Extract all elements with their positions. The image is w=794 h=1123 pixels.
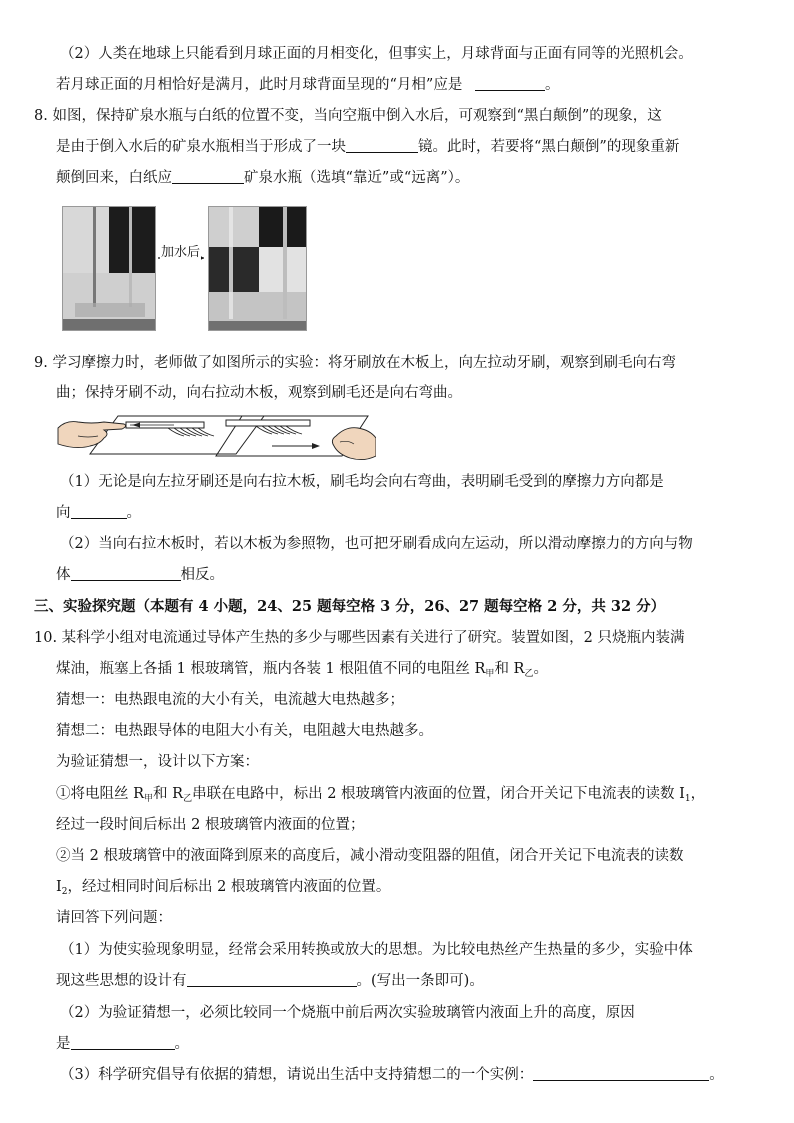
q10-part2-line1: （2）为验证猜想一，必须比较同一个烧瓶中前后两次实验玻璃管内液面上升的高度，原因 [60, 1005, 635, 1021]
q7-part2-line2: 若月球正面的月相恰好是满月，此时月球背面呈现的“月相”应是 。 [56, 77, 560, 93]
q9-line2: 曲；保持牙刷不动，向右拉动木板，观察到刷毛还是向右弯曲。 [56, 385, 462, 401]
answer-blank-relative-motion[interactable] [71, 565, 181, 581]
q9-part2-line1: （2）当向右拉木板时，若以木板为参照物，也可把牙刷看成向左运动，所以滑动摩擦力的方向与物 [60, 536, 693, 552]
answer-blank-moon-phase[interactable] [475, 75, 545, 91]
q10-step2-line2: $I_2$，经过相同时间后标出 2 根玻璃管内液面的位置。 [56, 879, 391, 897]
bottle-before-image [63, 207, 155, 330]
answer-blank-real-life-example[interactable] [533, 1065, 709, 1081]
q10-line2: 煤油，瓶塞上各插 1 根玻璃管，瓶内各装 1 根阻值不同的电阻丝 $R_甲$和 $R_乙$。 [56, 661, 548, 679]
q10-part3-line: （3）科学研究倡导有依据的猜想，请说出生活中支持猜想二的一个实例： 。 [60, 1067, 724, 1083]
q8-line3: 颠倒回来，白纸应 矿泉水瓶（选填“靠近”或“远离”）。 [56, 170, 470, 186]
q10-answer-prompt: 请回答下列问题： [56, 910, 172, 926]
q10-step2-line1: ②当 2 根玻璃管中的液面降到原来的高度后，减小滑动变阻器的阻值，闭合开关记下电流表的读数 [56, 848, 684, 864]
q10-part1-line2: 现这些思想的设计有 。(写出一条即可)。 [56, 973, 484, 989]
q9-part2-line2: 体 相反。 [56, 567, 224, 583]
q10-verify-intro: 为验证猜想一，设计以下方案： [56, 754, 259, 770]
answer-blank-amplification-design[interactable] [187, 971, 357, 987]
bottle-photo-after [208, 206, 307, 331]
q10-step1-line1: ①将电阻丝 $R_甲$和 $R_乙$串联在电路中，标出 2 根玻璃管内液面的位置，闭合开关记下电流表的读数 $I_1$， [56, 786, 706, 804]
q10-part2-line2: 是 。 [56, 1036, 189, 1052]
answer-blank-friction-direction[interactable] [71, 503, 127, 519]
q10-line1: 10. 某科学小组对电流通过导体产生热的多少与哪些因素有关进行了研究。装置如图，2 只烧瓶内装满 [34, 630, 685, 646]
q10-guess2: 猜想二：电热跟导体的电阻大小有关，电阻越大电热越多。 [56, 723, 433, 739]
q10-part1-line1: （1）为使实验现象明显，经常会采用转换或放大的思想。为比较电热丝产生热量的多少，实验中体 [60, 942, 693, 958]
answer-blank-paper-direction[interactable] [172, 168, 244, 184]
q10-guess1: 猜想一：电热跟电流的大小有关，电流越大电热越多； [56, 692, 404, 708]
section-three-title: 三、实验探究题（本题有 4 小题，24、25 题每空格 3 分，26、27 题每空格 2 分，共 32 分） [34, 598, 666, 615]
q9-part1-line1: （1）无论是向左拉牙刷还是向右拉木板，刷毛均会向右弯曲，表明刷毛受到的摩擦力方向都是 [60, 474, 664, 490]
answer-blank-reason[interactable] [71, 1034, 175, 1050]
q8-line2: 是由于倒入水后的矿泉水瓶相当于形成了一块 镜。此时，若要将“黑白颠倒”的现象重新 [56, 139, 680, 155]
answer-blank-lens[interactable] [346, 137, 418, 153]
q10-step1-line2: 经过一段时间后标出 2 根玻璃管内液面的位置； [56, 817, 365, 833]
q9-line1: 9. 学习摩擦力时，老师做了如图所示的实验：将牙刷放在木板上，向左拉动牙刷，观察到刷毛向右弯 [34, 355, 676, 371]
bottle-after-image [209, 207, 306, 330]
bottle-photo-before [62, 206, 156, 331]
q9-part1-line2: 向 。 [56, 505, 141, 521]
figure-label-after-water: 加水后 [160, 243, 201, 263]
q8-line1: 8. 如图，保持矿泉水瓶与白纸的位置不变，当向空瓶中倒入水后，可观察到“黑白颠倒”的现象，这 [34, 108, 662, 124]
q7-part2-line1: （2）人类在地球上只能看到月球正面的月相变化，但事实上，月球背面与正面有同等的光照机会。 [60, 46, 693, 62]
toothbrush-board-figure [56, 406, 376, 464]
